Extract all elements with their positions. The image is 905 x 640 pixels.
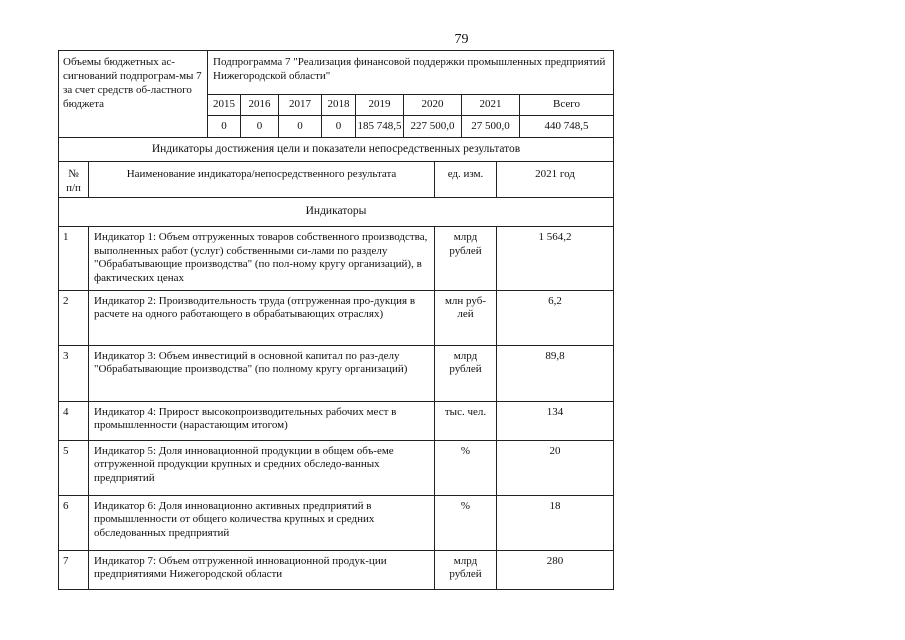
row-value: 89,8: [497, 345, 614, 401]
row-name: Индикатор 2: Производительность труда (отгруженная про-дукция в расчете на одного работающего в обрабатывающих отраслях): [89, 290, 435, 345]
row-name: Индикатор 4: Прирост высокопроизводительных рабочих мест в промышленности (нарастающим итогом): [89, 401, 435, 440]
row-name: Индикатор 3: Объем инвестиций в основной капитал по раз-делу "Обрабатывающие производства" (по полному кругу организаций): [89, 345, 435, 401]
year-cell: 2018: [322, 95, 356, 116]
row-name: Индикатор 6: Доля инновационно активных предприятий в промышленности от общего количества крупных и средних обследованных предприятий: [89, 495, 435, 550]
indicators-subheader: Индикаторы: [59, 198, 614, 227]
row-value: 280: [497, 550, 614, 589]
row-number: 4: [59, 401, 89, 440]
col-header-number: № п/п: [59, 162, 89, 198]
value-cell-total: 440 748,5: [520, 116, 614, 138]
value-cell: 0: [241, 116, 279, 138]
table-row: [59, 495, 614, 550]
row-unit: %: [435, 440, 497, 495]
value-cell: 0: [279, 116, 322, 138]
document-sheet: [58, 50, 613, 590]
row-number: 6: [59, 495, 89, 550]
year-cell: 2019: [356, 95, 404, 116]
col-header-name: Наименование индикатора/непосредственного результата: [89, 162, 435, 198]
row-value: 6,2: [497, 290, 614, 345]
row-number: 1: [59, 227, 89, 290]
budget-table: [58, 50, 614, 138]
row-value: 134: [497, 401, 614, 440]
year-cell: 2021: [462, 95, 520, 116]
row-value: 20: [497, 440, 614, 495]
row-number: 7: [59, 550, 89, 589]
table-row: [59, 440, 614, 495]
table-row: [59, 227, 614, 290]
row-name: Индикатор 7: Объем отгруженной инновационной продук-ции предприятиями Нижегородской области: [89, 550, 435, 589]
row-value: 18: [497, 495, 614, 550]
year-cell: 2016: [241, 95, 279, 116]
row-number: 3: [59, 345, 89, 401]
row-number: 2: [59, 290, 89, 345]
table-row: [59, 290, 614, 345]
value-cell: 185 748,5: [356, 116, 404, 138]
row-name: Индикатор 5: Доля инновационной продукции в общем объ-еме отгруженной продукции крупных и средних обследо-ванных предприятий: [89, 440, 435, 495]
value-cell: 227 500,0: [404, 116, 462, 138]
column-headers: [59, 162, 614, 198]
table-row: [59, 401, 614, 440]
section-title: Индикаторы достижения цели и показатели непосредственных результатов: [59, 138, 614, 162]
program-title: Подпрограмма 7 "Реализация финансовой поддержки промышленных предприятий Нижегородской области": [208, 51, 614, 95]
year-cell: 2015: [208, 95, 241, 116]
row-unit: млрд рублей: [435, 345, 497, 401]
col-header-unit: ед. изм.: [435, 162, 497, 198]
indicators-table: [58, 137, 614, 590]
table-row: [59, 550, 614, 589]
row-name: Индикатор 1: Объем отгруженных товаров собственного производства, выполненных работ (услуг) собственными си-лами по разделу "Обрабатывающие производства" (по пол-ному кругу организаций), в фактических ценах: [89, 227, 435, 290]
row-unit: тыс. чел.: [435, 401, 497, 440]
row-unit: млн руб-лей: [435, 290, 497, 345]
row-unit: млрд рублей: [435, 550, 497, 589]
col-header-year: 2021 год: [497, 162, 614, 198]
budget-label: Объемы бюджетных ас-сигнований подпрограм-мы 7 за счет средств об-ластного бюджета: [59, 51, 208, 138]
row-unit: %: [435, 495, 497, 550]
value-cell: 0: [322, 116, 356, 138]
row-number: 5: [59, 440, 89, 495]
year-cell: 2017: [279, 95, 322, 116]
row-unit: млрд рублей: [435, 227, 497, 290]
year-cell: 2020: [404, 95, 462, 116]
page-number: 79: [454, 32, 469, 47]
row-value: 1 564,2: [497, 227, 614, 290]
value-cell: 27 500,0: [462, 116, 520, 138]
value-cell: 0: [208, 116, 241, 138]
table-row: [59, 345, 614, 401]
year-cell-total: Всего: [520, 95, 614, 116]
